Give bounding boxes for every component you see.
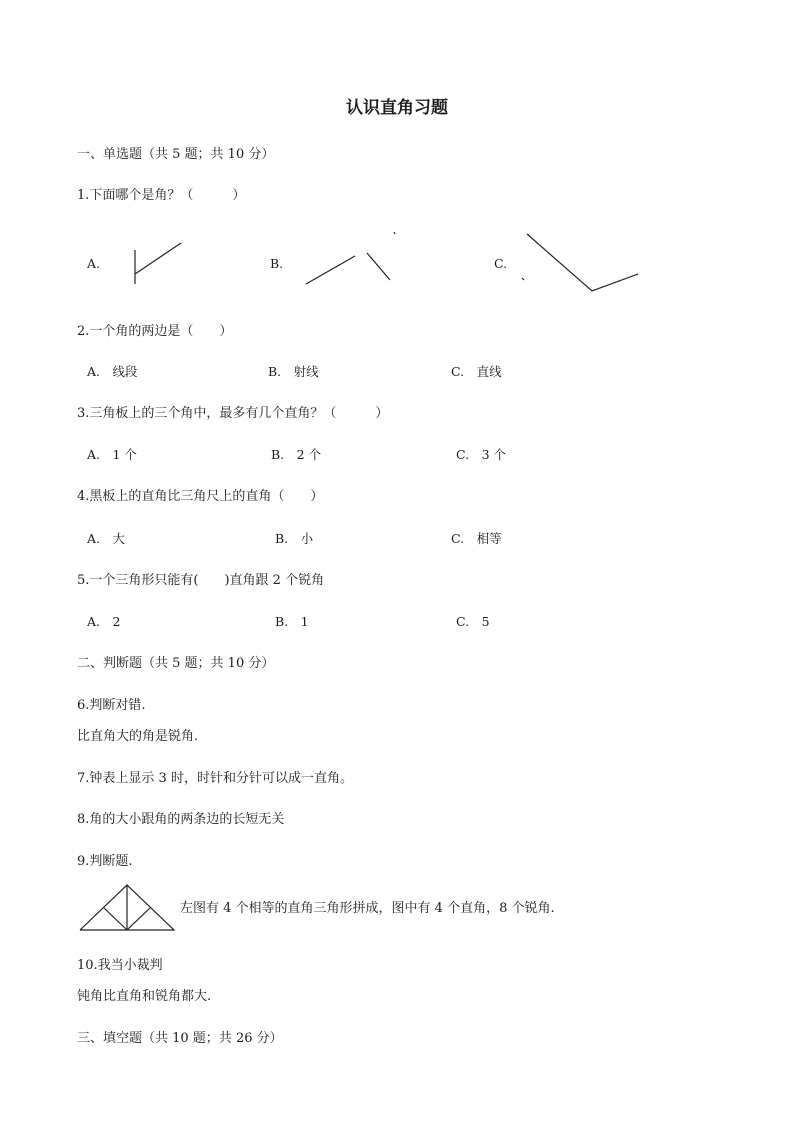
question-7: 7.钟表上显示 3 时，时针和分针可以成一直角。 bbox=[77, 771, 353, 786]
question-5: 5.一个三角形只能有( )直角跟 2 个锐角 bbox=[77, 573, 325, 588]
question-2-option-c: C. 直线 bbox=[451, 364, 502, 379]
question-5-option-a: A. 2 bbox=[87, 614, 121, 629]
question-1: 1.下面哪个是角？（ ） bbox=[77, 188, 246, 203]
question-9: 9.判断题. bbox=[77, 854, 133, 869]
question-1-option-b: B. bbox=[270, 256, 284, 271]
question-4-option-b: B. 小 bbox=[275, 531, 314, 546]
question-2: 2.一个角的两边是（ ） bbox=[77, 324, 233, 339]
question-4-option-c: C. 相等 bbox=[451, 531, 502, 546]
question-9-statement: 左图有 4 个相等的直角三角形拼成，图中有 4 个直角，8 个锐角. bbox=[180, 901, 555, 916]
question-6: 6.判断对错. bbox=[77, 698, 146, 713]
question-1-figure-b bbox=[300, 228, 400, 288]
section-heading-single-choice: 一、单选题（共 5 题；共 10 分） bbox=[77, 147, 275, 162]
question-3-option-b: B. 2 个 bbox=[271, 447, 322, 462]
question-1-figure-c bbox=[515, 228, 645, 298]
question-8: 8.角的大小跟角的两条边的长短无关 bbox=[77, 812, 285, 827]
question-3-option-a: A. 1 个 bbox=[87, 447, 137, 462]
question-9-triangles-figure bbox=[78, 882, 178, 934]
question-5-option-c: C. 5 bbox=[456, 614, 490, 629]
question-10: 10.我当小裁判 bbox=[77, 958, 163, 973]
question-2-option-b: B. 射线 bbox=[268, 364, 319, 379]
question-2-option-a: A. 线段 bbox=[87, 364, 138, 379]
section-heading-fill-in: 三、填空题（共 10 题；共 26 分） bbox=[77, 1031, 283, 1046]
question-1-option-c: C. bbox=[494, 256, 508, 271]
question-5-option-b: B. 1 bbox=[275, 614, 309, 629]
question-3-option-c: C. 3 个 bbox=[456, 447, 507, 462]
page-title: 认识直角习题 bbox=[346, 98, 448, 118]
question-1-option-a: A. bbox=[87, 256, 101, 271]
question-4: 4.黑板上的直角比三角尺上的直角（ ） bbox=[77, 489, 324, 504]
question-6-statement: 比直角大的角是锐角. bbox=[77, 729, 199, 744]
question-4-option-a: A. 大 bbox=[87, 531, 126, 546]
section-heading-true-false: 二、判断题（共 5 题；共 10 分） bbox=[77, 656, 275, 671]
question-3: 3.三角板上的三个角中，最多有几个直角？（ ） bbox=[77, 406, 389, 421]
question-10-statement: 钝角比直角和锐角都大. bbox=[77, 989, 212, 1004]
question-1-figure-a bbox=[130, 238, 190, 288]
